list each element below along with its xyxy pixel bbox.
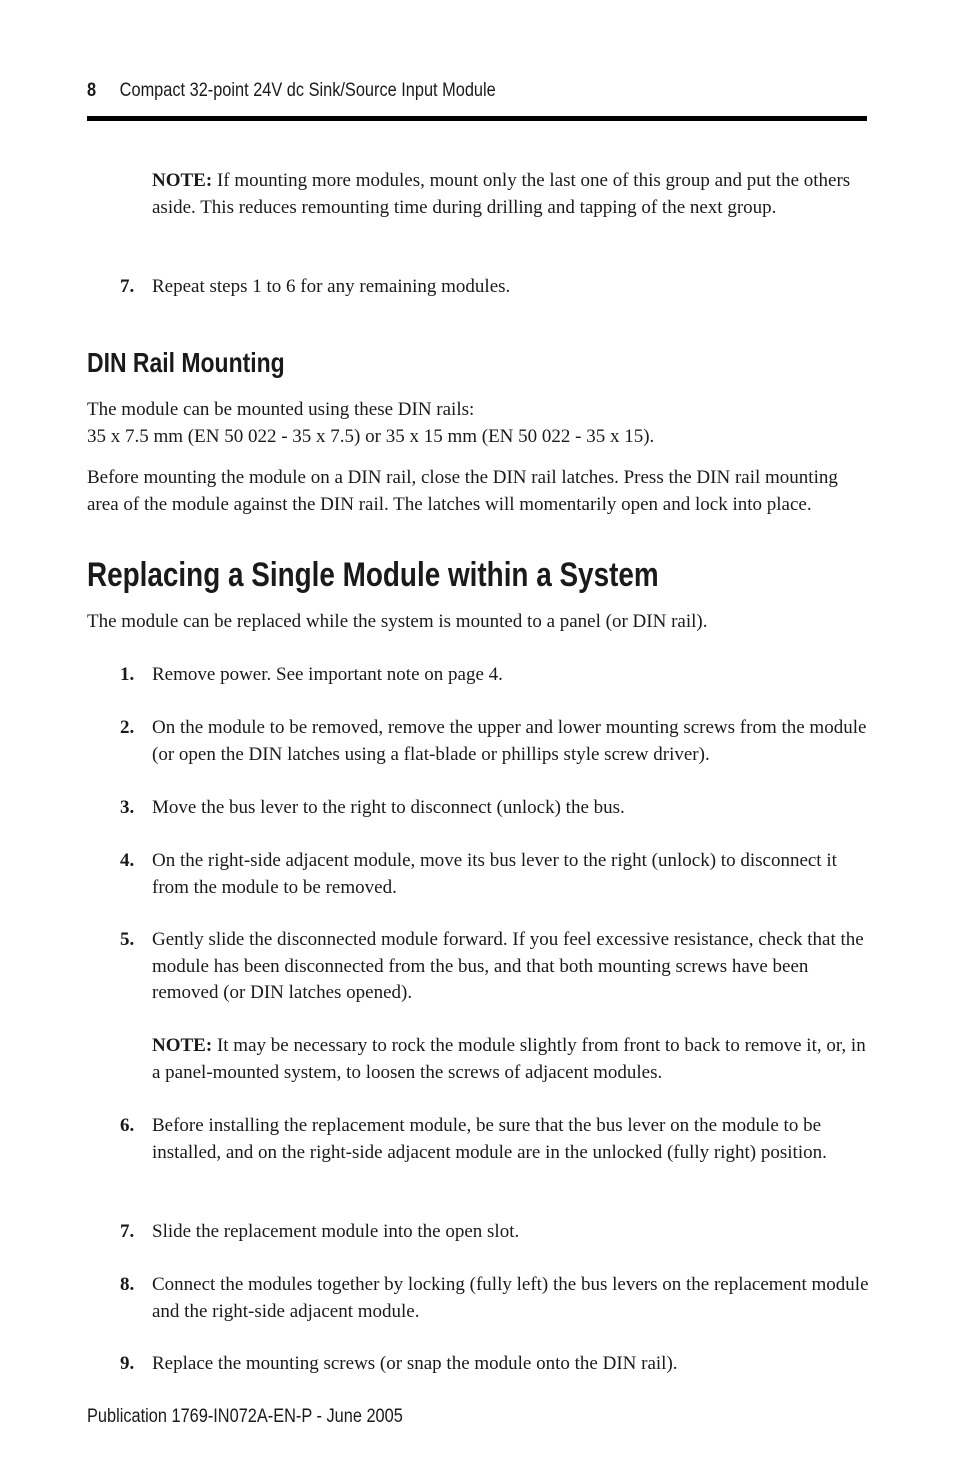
step-number: 2. bbox=[120, 717, 135, 738]
step-text: Connect the modules together by locking (fully left) the bus levers on the replacement module and the right-side adjacent module. bbox=[152, 1274, 869, 1322]
replace-intro: The module can be replaced while the system is mounted to a panel (or DIN rail). bbox=[87, 611, 708, 632]
step-text: On the module to be removed, remove the upper and lower mounting screws from the module (or open the DIN latches using a flat-blade or phillips style screw driver). bbox=[152, 717, 867, 765]
step-text: Before installing the replacement module, be sure that the bus lever on the module to be installed, and on the right-side adjacent module are in the unlocked (fully right) position. bbox=[152, 1115, 827, 1163]
section-heading-din-rail: DIN Rail Mounting bbox=[87, 347, 285, 378]
step-text: Move the bus lever to the right to disconnect (unlock) the bus. bbox=[152, 797, 625, 818]
step-text: On the right-side adjacent module, move its bus lever to the right (unlock) to disconnect it from the module to be removed. bbox=[152, 850, 837, 898]
din-paragraph-1 bbox=[87, 397, 872, 450]
step-text: Replace the mounting screws (or snap the module onto the DIN rail). bbox=[152, 1353, 678, 1374]
step-number: 7. bbox=[120, 276, 135, 297]
step-number: 5. bbox=[120, 929, 135, 950]
step-text: Remove power. See important note on page 4. bbox=[152, 664, 503, 685]
note-text: If mounting more modules, mount only the last one of this group and put the others aside. This reduces remounting time during drilling and tapping of the next group. bbox=[152, 170, 851, 218]
din-paragraph-1-line-2: 35 x 7.5 mm (EN 50 022 - 35 x 7.5) or 35 x 15 mm (EN 50 022 - 35 x 15). bbox=[87, 425, 655, 447]
step-text: Repeat steps 1 to 6 for any remaining modules. bbox=[152, 276, 511, 297]
page-number: 8 bbox=[87, 80, 97, 101]
din-paragraph-2: Before mounting the module on a DIN rail, close the DIN rail latches. Press the DIN rail mounting area of the module against the DIN rail. The latches will momentarily open and lock into place. bbox=[87, 467, 838, 515]
header-rule bbox=[87, 116, 867, 121]
step-number: 4. bbox=[120, 850, 135, 871]
din-paragraph-1-line-1: The module can be mounted using these DIN rails: bbox=[87, 399, 475, 420]
step-number: 7. bbox=[120, 1221, 135, 1242]
step-number: 9. bbox=[120, 1353, 135, 1374]
note-top bbox=[152, 168, 877, 221]
step-number: 6. bbox=[120, 1115, 135, 1136]
note-text: It may be necessary to rock the module slightly from front to back to remove it, or, in a panel-mounted system, to loosen the screws of adjacent modules. bbox=[152, 1035, 866, 1083]
step-number: 1. bbox=[120, 664, 135, 685]
note-label: NOTE: bbox=[152, 170, 213, 191]
note-label: NOTE: bbox=[152, 1035, 213, 1056]
step-text: Gently slide the disconnected module forward. If you feel excessive resistance, check that the module has been disconnected from the bus, and that both mounting screws have been removed (or DIN latches opened). bbox=[152, 929, 864, 1004]
page-footer: Publication 1769-IN072A-EN-P - June 2005 bbox=[87, 1406, 403, 1427]
document-title: Compact 32-point 24V dc Sink/Source Input Module bbox=[119, 80, 496, 101]
section-heading-replacing: Replacing a Single Module within a System bbox=[87, 556, 659, 594]
page-header bbox=[87, 80, 758, 110]
step-number: 8. bbox=[120, 1274, 135, 1295]
note-step-5 bbox=[152, 1033, 877, 1086]
step-text: Slide the replacement module into the open slot. bbox=[152, 1221, 520, 1242]
step-number: 3. bbox=[120, 797, 135, 818]
